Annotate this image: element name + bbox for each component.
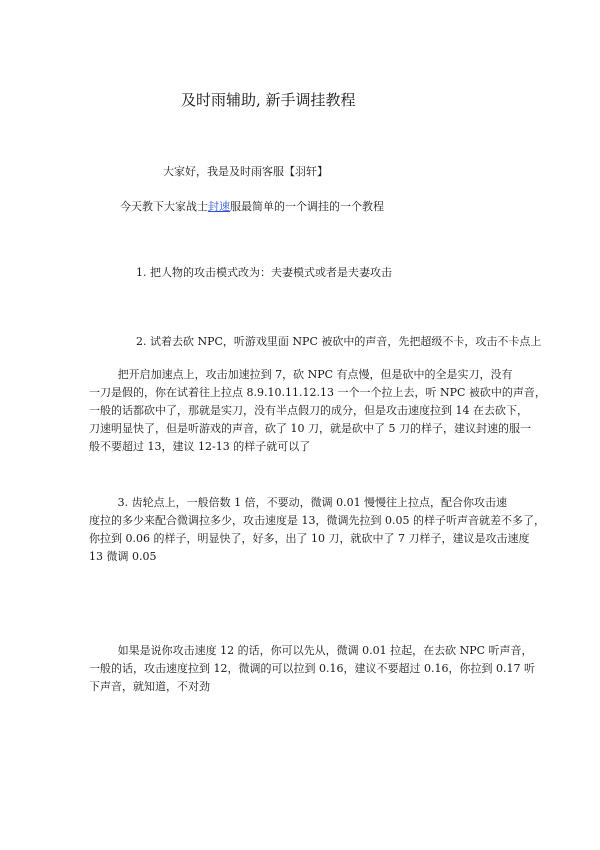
page-title: 及时雨辅助, 新手调挂教程: [181, 91, 356, 109]
step-3-paragraph: [89, 494, 545, 566]
paragraph-line: 一刀是假的，你在试着往上拉点 8.9.10.11.12.13 一个一个拉上去，听 NPC 被砍中的声音，: [89, 386, 546, 399]
paragraph-line: 一般的话，攻击速度拉到 12，微调的可以拉到 0.16，建议不要超过 0.16，你拉到 0.17 听: [89, 662, 535, 675]
step-2-line: 2. 试着去砍 NPC，听游戏里面 NPC 被砍中的声音，先把超级不卡，攻击不卡点上: [136, 335, 542, 348]
paragraph-line: 13 微调 0.05: [89, 550, 157, 563]
paragraph-line: 如果是说你攻击速度 12 的话，你可以先从，微调 0.01 拉起，在去砍 NPC 听声音，: [117, 644, 533, 657]
paragraph-line: 把开启加速点上，攻击加速拉到 7，砍 NPC 有点慢，但是砍中的全是实刀，没有: [117, 368, 513, 381]
intro-link[interactable]: 封速: [208, 200, 230, 213]
paragraph-line: 度拉的多少来配合微调拉多少，攻击速度是 13，微调先拉到 0.05 的样子听声音就差不多了，: [89, 514, 545, 527]
paragraph-line: 一般的话都砍中了，那就是实刀，没有半点假刀的成分，但是攻击速度拉到 14 在去砍下，: [89, 404, 528, 417]
step-1-line: 1. 把人物的攻击模式改为：夫妻模式或者是夫妻攻击: [136, 266, 392, 279]
greeting-line: 大家好，我是及时雨客服【羽轩】: [163, 165, 328, 178]
note-paragraph: [89, 642, 535, 696]
intro-line: [120, 199, 384, 214]
intro-text-after: 服最简单的一个调挂的一个教程: [230, 200, 384, 213]
paragraph-line: 刀速明显快了，但是听游戏的声音，砍了 10 刀，就是砍中了 5 刀的样子，建议封速的服一: [89, 422, 531, 435]
intro-text-before: 今天教下大家战士: [120, 200, 208, 213]
paragraph-line: 下声音，就知道，不对劲: [89, 680, 210, 693]
step-2-detail-paragraph: [89, 366, 546, 456]
paragraph-line: 般不要超过 13，建议 12-13 的样子就可以了: [89, 440, 311, 453]
paragraph-line: 3. 齿轮点上，一般倍数 1 倍，不要动，微调 0.01 慢慢往上拉点，配合你攻击速: [117, 496, 508, 509]
paragraph-line: 你拉到 0.06 的样子，明显快了，好多，出了 10 刀，就砍中了 7 刀样子，建议是攻击速度: [89, 532, 530, 545]
